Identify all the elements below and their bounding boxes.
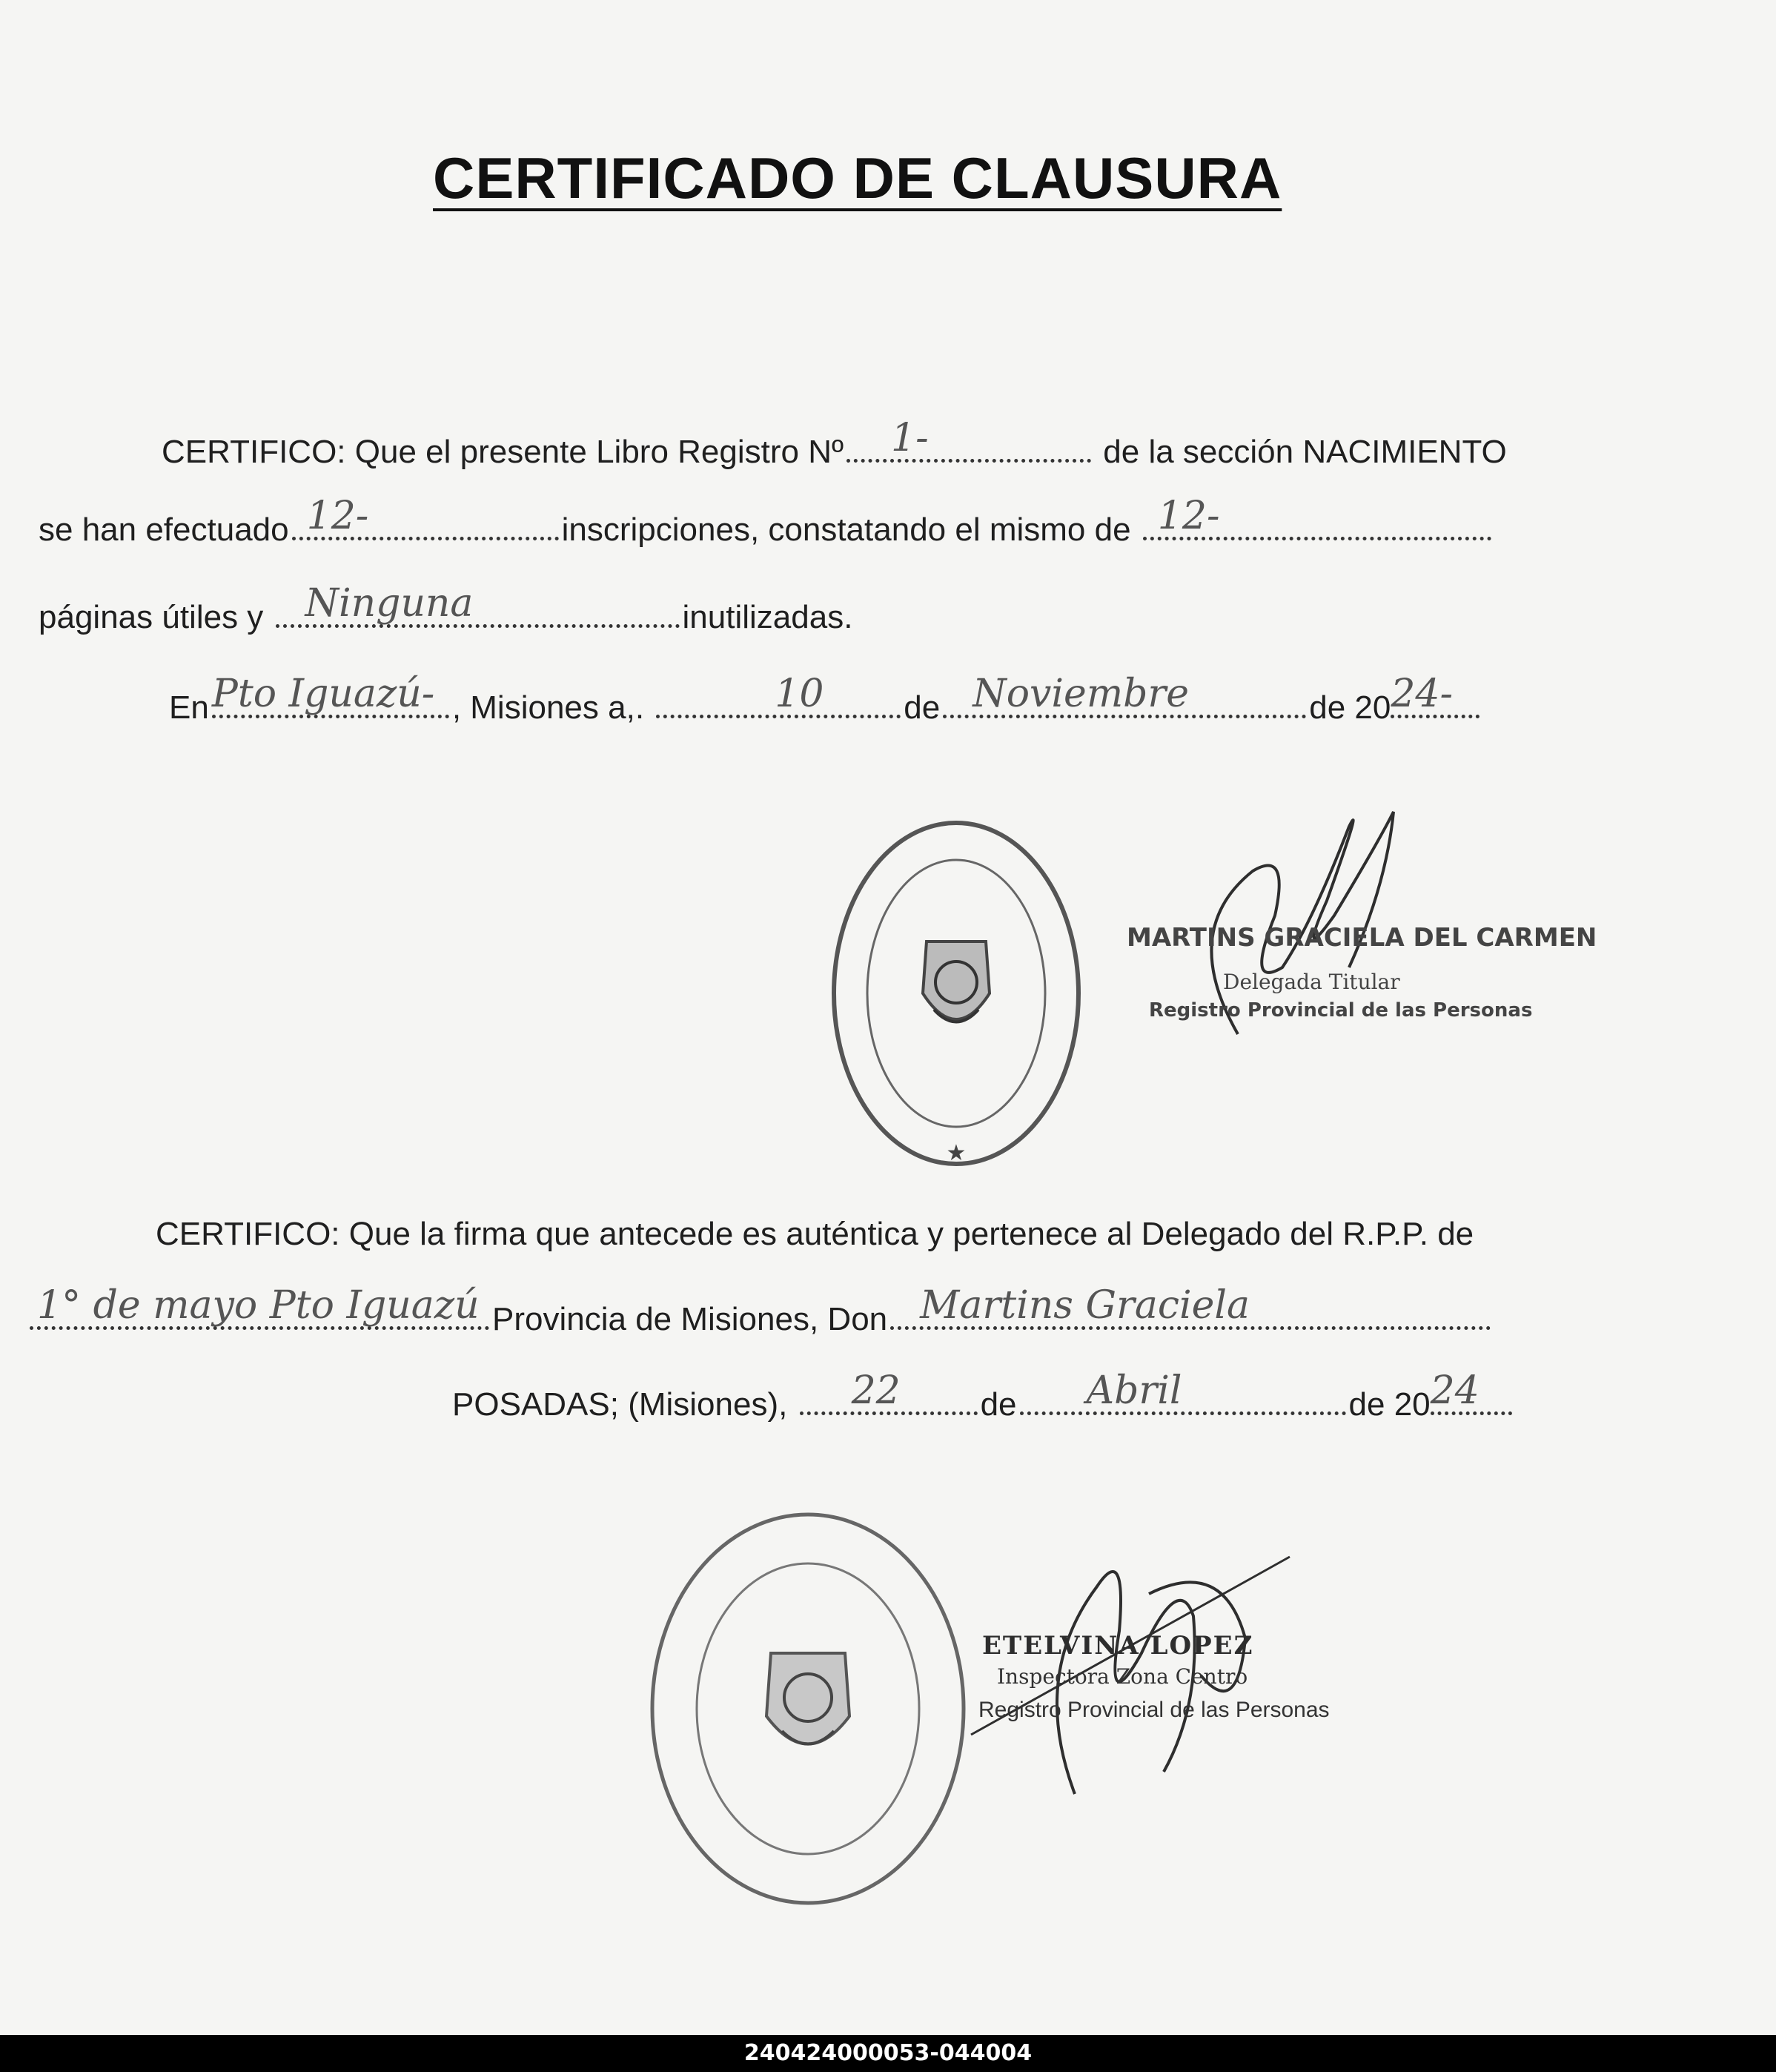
mes-field xyxy=(943,672,1306,718)
inutilizadas-value: Ninguna xyxy=(305,581,474,626)
cert1-line-1 xyxy=(162,416,1507,471)
svg-text:★: ★ xyxy=(946,1140,967,1166)
mes2-field xyxy=(1020,1368,1346,1415)
cert2-text-5: de 20 xyxy=(1348,1386,1431,1423)
stamp-1-name: MARTINS GRACIELA DEL CARMEN xyxy=(1127,923,1597,953)
anio-field xyxy=(1391,672,1480,718)
cert1-text-6: inutilizadas. xyxy=(682,599,853,635)
cert2-text-2: Provincia de Misiones, Don xyxy=(492,1301,888,1337)
cert1-text-9: de xyxy=(904,689,941,726)
anio2-value: 24 xyxy=(1430,1368,1480,1413)
anio-value: 24- xyxy=(1391,672,1454,716)
cert2-line-3 xyxy=(452,1368,1515,1423)
delegacion-field xyxy=(30,1283,489,1330)
stamp-1-role: Delegada Titular xyxy=(1223,970,1400,994)
stamp-1-org: Registro Provincial de las Personas xyxy=(1149,999,1533,1022)
cert1-text-4: inscripciones, constatando el mismo de xyxy=(561,512,1131,548)
stamp-2-org: Registro Provincial de las Personas xyxy=(978,1698,1330,1722)
document-title: CERTIFICADO DE CLAUSURA xyxy=(433,145,1282,211)
cert1-text-8: , Misiones a,. xyxy=(451,689,645,726)
cert1-text-7: En xyxy=(169,689,209,726)
cert1-text-10: de 20 xyxy=(1309,689,1391,726)
document-footer-code: 240424000053-044004 xyxy=(0,2035,1776,2072)
cert1-text-1: CERTIFICO: Que el presente Libro Registro Nº xyxy=(162,434,844,470)
don-field xyxy=(890,1283,1491,1330)
libro-no-field xyxy=(846,416,1091,463)
delegacion-value: 1° de mayo Pto Iguazú xyxy=(37,1283,480,1328)
cert1-text-2: de la sección NACIMIENTO xyxy=(1103,434,1507,470)
cert1-line-4 xyxy=(169,672,1482,726)
lugar-field xyxy=(211,672,449,718)
mes-value: Noviembre xyxy=(973,672,1190,716)
cert2-text-3: POSADAS; (Misiones), xyxy=(452,1386,788,1423)
dia-value: 10 xyxy=(775,672,824,716)
cert1-text-3: se han efectuado xyxy=(39,512,289,548)
anio2-field xyxy=(1430,1368,1512,1415)
cert2-line-1: CERTIFICO: Que la firma que antecede es auténtica y pertenece al Delegado del R.P.P. de xyxy=(156,1216,1474,1252)
libro-no-value: 1- xyxy=(891,416,929,460)
paginas-field xyxy=(1143,494,1491,540)
dia-field xyxy=(656,672,901,718)
inscripciones-field xyxy=(292,494,559,540)
cert1-text-5: páginas útiles y xyxy=(39,599,264,635)
mes2-value: Abril xyxy=(1086,1368,1182,1413)
inutilizadas-field xyxy=(276,581,680,628)
paginas-value: 12- xyxy=(1157,494,1220,538)
delegation-seal-graphic xyxy=(823,815,1090,1171)
cert2-text-4: de xyxy=(980,1386,1017,1423)
don-value: Martins Graciela xyxy=(920,1283,1250,1328)
dia2-value: 22 xyxy=(851,1368,901,1413)
cert2-line-2 xyxy=(30,1283,1494,1338)
ministry-seal-graphic xyxy=(645,1509,971,1909)
inscripciones-value: 12- xyxy=(306,494,369,538)
dia2-field xyxy=(800,1368,978,1415)
stamp-2-role: Inspectora Zona Centro xyxy=(997,1664,1248,1689)
cert1-line-2 xyxy=(39,494,1494,549)
lugar-value: Pto Iguazú- xyxy=(211,672,435,716)
stamp-2-name: ETELVINA LOPEZ xyxy=(982,1631,1254,1661)
cert1-line-3 xyxy=(39,581,853,636)
